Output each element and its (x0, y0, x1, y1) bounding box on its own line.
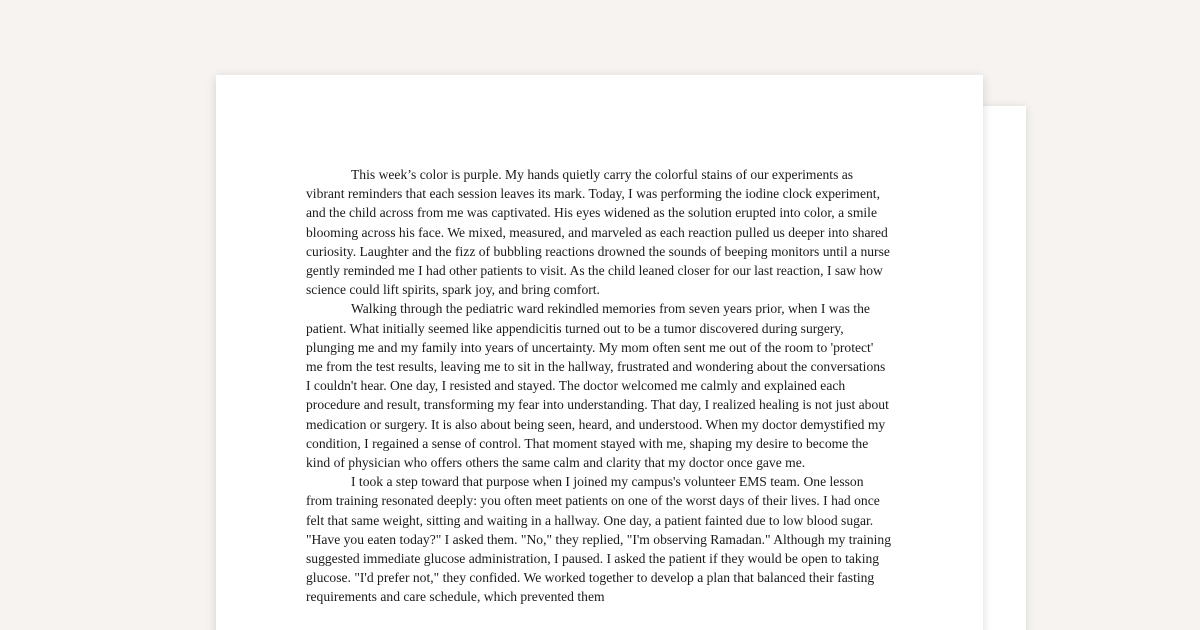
essay-body (306, 165, 892, 607)
paragraph-1: This week’s color is purple. My hands quietly carry the colorful stains of our experiments as vibrant reminders that each session leaves its mark. Today, I was performing the iodine clock experiment, and the child across from me was captivated. His eyes widened as the solution erupted into color, a smile blooming across his face. We mixed, measured, and marveled as each reaction pulled us deeper into shared curiosity. Laughter and the fizz of bubbling reactions drowned the sounds of beeping monitors until a nurse gently reminded me I had other patients to visit. As the child leaned closer for our last reaction, I saw how science could lift spirits, spark joy, and bring comfort. (306, 167, 890, 298)
paragraph-2: Walking through the pediatric ward rekindled memories from seven years prior, when I was the patient. What initially seemed like appendicitis turned out to be a tumor discovered during surgery, plunging me and my family into years of uncertainty. My mom often sent me out of the room to 'protect' me from the test results, leaving me to sit in the hallway, frustrated and wondering about the conversations I couldn't hear. One day, I resisted and stayed. The doctor welcomed me calmly and explained each procedure and result, transforming my fear into understanding. That day, I realized healing is not just about medication or surgery. It is also about being seen, heard, and understood. When my doctor demystified my condition, I regained a sense of control. That moment stayed with me, shaping my desire to become the kind of physician who offers others the same calm and clarity that my doctor once gave me. (306, 301, 889, 471)
document-page (216, 75, 983, 630)
paragraph-3: I took a step toward that purpose when I joined my campus's volunteer EMS team. One lesson from training resonated deeply: you often meet patients on one of the worst days of their lives. I had once felt that same weight, sitting and waiting in a hallway. One day, a patient fainted due to low blood sugar. "Have you eaten today?" I asked them. "No," they replied, "I'm observing Ramadan." Although my training suggested immediate glucose administration, I paused. I asked the patient if they would be open to taking glucose. "I'd prefer not," they confided. We worked together to develop a plan that balanced their fasting requirements and care schedule, which prevented them (306, 474, 892, 605)
